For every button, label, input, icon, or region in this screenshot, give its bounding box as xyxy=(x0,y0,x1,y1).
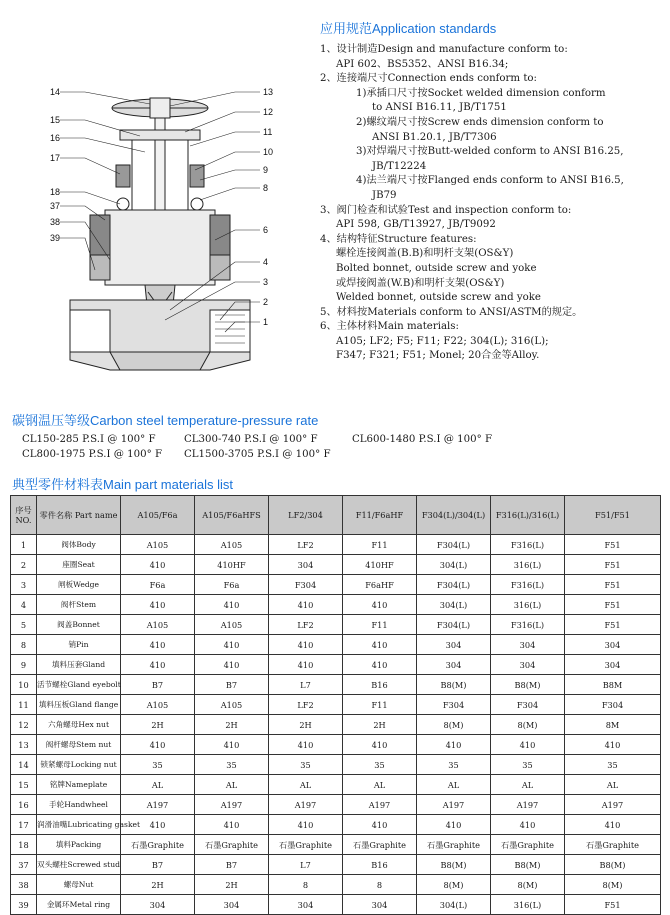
material-cell: 8(M) xyxy=(417,875,491,895)
material-cell: 304 xyxy=(491,635,565,655)
row-number-cell: 13 xyxy=(11,735,37,755)
part-name-cell: 润滑油嘴Lubricating gasket xyxy=(37,815,121,835)
part-name-cell: 销Pin xyxy=(37,635,121,655)
material-cell: 304 xyxy=(417,635,491,655)
material-cell: B8(M) xyxy=(565,855,661,875)
material-cell: 304(L) xyxy=(417,895,491,915)
material-cell: A197 xyxy=(343,795,417,815)
material-cell: 316(L) xyxy=(491,895,565,915)
material-cell: 35 xyxy=(491,755,565,775)
spec-line: A105; LF2; F5; F11; F22; 304(L); 316(L); xyxy=(336,335,549,347)
material-cell: A197 xyxy=(565,795,661,815)
row-number-cell: 39 xyxy=(11,895,37,915)
material-cell: F11 xyxy=(343,615,417,635)
material-cell: 2H xyxy=(195,715,269,735)
spec-line: 2)螺纹端尺寸按Screw ends dimension conform to xyxy=(356,116,604,128)
column-header: 零件名称 Part name xyxy=(37,496,121,535)
spec-line: 2、连接端尺寸Connection ends conform to: xyxy=(320,73,537,85)
row-number-cell: 37 xyxy=(11,855,37,875)
material-cell: F51 xyxy=(565,895,661,915)
material-cell: 石墨Graphite xyxy=(121,835,195,855)
valve-cross-section-drawing xyxy=(10,70,310,390)
row-number-cell: 15 xyxy=(11,775,37,795)
material-cell: F51 xyxy=(565,595,661,615)
material-cell: 410 xyxy=(491,735,565,755)
table-row xyxy=(11,735,661,755)
material-cell: 304 xyxy=(417,655,491,675)
table-header-row xyxy=(11,496,661,535)
material-cell: AL xyxy=(417,775,491,795)
material-cell: A197 xyxy=(195,795,269,815)
material-cell: 410 xyxy=(269,815,343,835)
material-cell: A197 xyxy=(417,795,491,815)
material-cell: 8M xyxy=(565,715,661,735)
table-row xyxy=(11,655,661,675)
part-name-cell: 六角螺母Hex nut xyxy=(37,715,121,735)
material-cell: 8(M) xyxy=(565,875,661,895)
spec-line: JB/T12224 xyxy=(372,160,427,172)
material-cell: F316(L) xyxy=(491,615,565,635)
spec-line: Welded bonnet, outside screw and yoke xyxy=(336,292,541,304)
material-cell: A105 xyxy=(121,615,195,635)
material-cell: 304 xyxy=(195,895,269,915)
row-number-cell: 9 xyxy=(11,655,37,675)
table-row xyxy=(11,535,661,555)
material-cell: 2H xyxy=(269,715,343,735)
material-cell: 石墨Graphite xyxy=(269,835,343,855)
part-name-cell: 螺母Nut xyxy=(37,875,121,895)
spec-line: API 602、BS5352、ANSI B16.34; xyxy=(336,58,509,70)
row-number-cell: 18 xyxy=(11,835,37,855)
material-cell: 410 xyxy=(491,815,565,835)
part-name-cell: 金属环Metal ring xyxy=(37,895,121,915)
material-cell: LF2 xyxy=(269,535,343,555)
material-cell: F11 xyxy=(343,695,417,715)
callout-number: 16 xyxy=(50,133,61,143)
material-cell: 35 xyxy=(269,755,343,775)
callout-number: 39 xyxy=(50,233,61,243)
material-cell: 石墨Graphite xyxy=(195,835,269,855)
row-number-cell: 38 xyxy=(11,875,37,895)
callout-number: 12 xyxy=(263,107,274,117)
material-cell: LF2 xyxy=(269,615,343,635)
material-cell: B8(M) xyxy=(491,855,565,875)
material-cell: B16 xyxy=(343,675,417,695)
material-cell: F6a xyxy=(195,575,269,595)
material-cell: AL xyxy=(195,775,269,795)
material-cell: 304 xyxy=(121,895,195,915)
callout-number: 9 xyxy=(263,165,269,175)
table-row xyxy=(11,715,661,735)
callout-number: 17 xyxy=(50,153,61,163)
material-cell: 410 xyxy=(417,735,491,755)
row-number-cell: 10 xyxy=(11,675,37,695)
spec-line: JB79 xyxy=(372,189,397,201)
spec-line: 螺栓连接阀盖(B.B)和明杆支架(OS&Y) xyxy=(336,248,514,260)
table-row xyxy=(11,615,661,635)
spec-line: 3)对焊端尺寸按Butt-welded conform to ANSI B16.25, xyxy=(356,146,624,158)
table-row xyxy=(11,815,661,835)
callout-number: 18 xyxy=(50,187,61,197)
material-cell: 304 xyxy=(491,655,565,675)
table-row xyxy=(11,555,661,575)
column-header: A105/F6aHFS xyxy=(195,496,269,535)
material-cell: L7 xyxy=(269,855,343,875)
row-number-cell: 12 xyxy=(11,715,37,735)
spec-line: 1)承插口尺寸按Socket welded dimension conform xyxy=(356,87,606,99)
material-cell: 2H xyxy=(343,715,417,735)
material-cell: AL xyxy=(565,775,661,795)
column-header: A105/F6a xyxy=(121,496,195,535)
material-cell: 410 xyxy=(121,595,195,615)
material-cell: A197 xyxy=(121,795,195,815)
material-cell: 410HF xyxy=(195,555,269,575)
material-cell: 410 xyxy=(195,735,269,755)
material-cell: B8(M) xyxy=(491,675,565,695)
callout-number: 6 xyxy=(263,225,269,235)
callout-number: 4 xyxy=(263,257,269,267)
pressure-rate-row xyxy=(22,432,492,447)
spec-line: to ANSI B16.11, JB/T1751 xyxy=(372,102,507,114)
part-name-cell: 座圈Seat xyxy=(37,555,121,575)
table-row xyxy=(11,755,661,775)
material-cell: 304 xyxy=(343,895,417,915)
material-cell: 410 xyxy=(195,595,269,615)
material-cell: 2H xyxy=(121,715,195,735)
material-cell: 石墨Graphite xyxy=(491,835,565,855)
material-cell: 410 xyxy=(195,815,269,835)
material-cell: F51 xyxy=(565,535,661,555)
material-cell: 410 xyxy=(195,655,269,675)
callout-number: 3 xyxy=(263,277,269,287)
spec-line: API 598, GB/T13927, JB/T9092 xyxy=(336,219,496,231)
table-row xyxy=(11,855,661,875)
material-cell: 8(M) xyxy=(491,875,565,895)
material-cell: 410 xyxy=(343,815,417,835)
material-cell: 35 xyxy=(565,755,661,775)
rate-item: CL800-1975 P.S.I @ 100° F xyxy=(22,449,163,460)
callout-number: 2 xyxy=(263,297,269,307)
material-cell: AL xyxy=(269,775,343,795)
material-cell: 410 xyxy=(269,635,343,655)
material-cell: 410 xyxy=(121,655,195,675)
material-cell: A105 xyxy=(195,695,269,715)
material-cell: 304 xyxy=(269,555,343,575)
spec-line: 5、材料按Materials conform to ANSI/ASTM的规定。 xyxy=(320,306,583,318)
part-name-cell: 活节螺栓Gland eyebolt xyxy=(37,675,121,695)
row-number-cell: 17 xyxy=(11,815,37,835)
material-cell: A197 xyxy=(269,795,343,815)
part-name-cell: 手轮Handwheel xyxy=(37,795,121,815)
material-cell: F51 xyxy=(565,555,661,575)
pressure-rate-list xyxy=(22,432,492,462)
column-header: F316(L)/316(L) xyxy=(491,496,565,535)
row-number-cell: 8 xyxy=(11,635,37,655)
row-number-cell: 11 xyxy=(11,695,37,715)
table-row xyxy=(11,675,661,695)
material-cell: F316(L) xyxy=(491,575,565,595)
material-cell: 35 xyxy=(195,755,269,775)
material-cell: 8(M) xyxy=(417,715,491,735)
material-cell: AL xyxy=(343,775,417,795)
material-cell: 410HF xyxy=(343,555,417,575)
material-cell: 316(L) xyxy=(491,555,565,575)
row-number-cell: 16 xyxy=(11,795,37,815)
material-cell: 2H xyxy=(121,875,195,895)
material-cell: 石墨Graphite xyxy=(343,835,417,855)
row-number-cell: 3 xyxy=(11,575,37,595)
material-cell: F51 xyxy=(565,575,661,595)
material-cell: 410 xyxy=(121,555,195,575)
pressure-rate-title: 碳钢温压等级Carbon steel temperature-pressure rate xyxy=(12,413,319,428)
part-name-cell: 填料Packing xyxy=(37,835,121,855)
spec-line: 4、结构特征Structure features: xyxy=(320,233,477,245)
material-cell: F304 xyxy=(565,695,661,715)
part-name-cell: 填料压板Gland flange xyxy=(37,695,121,715)
material-cell: F6aHF xyxy=(343,575,417,595)
callout-number: 15 xyxy=(50,115,61,125)
material-cell: 35 xyxy=(121,755,195,775)
material-cell: A105 xyxy=(121,535,195,555)
material-cell: F304 xyxy=(417,695,491,715)
row-number-cell: 14 xyxy=(11,755,37,775)
row-number-cell: 5 xyxy=(11,615,37,635)
part-name-cell: 铭牌Nameplate xyxy=(37,775,121,795)
material-cell: 316(L) xyxy=(491,595,565,615)
material-cell: 35 xyxy=(417,755,491,775)
material-cell: B8M xyxy=(565,675,661,695)
material-cell: F304 xyxy=(269,575,343,595)
material-cell: B7 xyxy=(121,855,195,875)
callout-number: 11 xyxy=(263,127,273,137)
material-cell: B16 xyxy=(343,855,417,875)
callout-number: 1 xyxy=(263,317,269,327)
spec-line: 1、设计制造Design and manufacture conform to: xyxy=(320,44,568,55)
part-name-cell: 阀杆Stem xyxy=(37,595,121,615)
material-cell: 2H xyxy=(195,875,269,895)
material-cell: 410 xyxy=(343,655,417,675)
part-name-cell: 填料压套Gland xyxy=(37,655,121,675)
material-cell: A105 xyxy=(195,535,269,555)
spec-line: 6、主体材料Main materials: xyxy=(320,321,459,333)
material-cell: 410 xyxy=(343,595,417,615)
material-cell: 410 xyxy=(269,735,343,755)
rate-item: CL300-740 P.S.I @ 100° F xyxy=(184,434,318,445)
material-cell: 304 xyxy=(565,655,661,675)
material-cell: 410 xyxy=(121,815,195,835)
callout-number: 13 xyxy=(263,87,274,97)
spec-list xyxy=(320,43,665,364)
material-cell: 410 xyxy=(195,635,269,655)
material-cell: 410 xyxy=(343,735,417,755)
material-cell: 410 xyxy=(121,735,195,755)
table-body xyxy=(11,535,661,915)
material-cell: 304 xyxy=(565,635,661,655)
material-cell: 410 xyxy=(343,635,417,655)
material-cell: 35 xyxy=(343,755,417,775)
material-cell: F316(L) xyxy=(491,535,565,555)
part-name-cell: 锁紧螺母Locking nut xyxy=(37,755,121,775)
material-cell: F304(L) xyxy=(417,575,491,595)
part-name-cell: 双头螺柱Screwed stud xyxy=(37,855,121,875)
material-cell: F6a xyxy=(121,575,195,595)
part-name-cell: 阀体Body xyxy=(37,535,121,555)
table-row xyxy=(11,695,661,715)
material-cell: 410 xyxy=(417,815,491,835)
column-header: LF2/304 xyxy=(269,496,343,535)
material-cell: 410 xyxy=(121,635,195,655)
material-cell: 410 xyxy=(565,815,661,835)
spec-line: Bolted bonnet, outside screw and yoke xyxy=(336,262,537,274)
material-cell: F304(L) xyxy=(417,615,491,635)
callout-number: 10 xyxy=(263,147,274,157)
callout-number: 14 xyxy=(50,87,61,97)
row-number-cell: 4 xyxy=(11,595,37,615)
table-row xyxy=(11,595,661,615)
material-cell: AL xyxy=(121,775,195,795)
table-row xyxy=(11,875,661,895)
material-cell: B8(M) xyxy=(417,675,491,695)
material-cell: 8(M) xyxy=(491,715,565,735)
material-cell: F304(L) xyxy=(417,535,491,555)
table-row xyxy=(11,575,661,595)
material-cell: F304 xyxy=(491,695,565,715)
material-cell: L7 xyxy=(269,675,343,695)
material-cell: A197 xyxy=(491,795,565,815)
material-cell: AL xyxy=(491,775,565,795)
column-header: F51/F51 xyxy=(565,496,661,535)
pressure-rate-row xyxy=(22,447,492,462)
part-name-cell: 阀杆螺母Stem nut xyxy=(37,735,121,755)
spec-title: 应用规范Application standards xyxy=(320,21,497,36)
column-header: 序号 NO. xyxy=(11,496,37,535)
material-cell: 410 xyxy=(269,655,343,675)
rate-item: CL1500-3705 P.S.I @ 100° F xyxy=(184,449,331,460)
material-cell: 8 xyxy=(269,875,343,895)
material-cell: 8 xyxy=(343,875,417,895)
material-cell: 410 xyxy=(269,595,343,615)
material-cell: F51 xyxy=(565,615,661,635)
table-row xyxy=(11,775,661,795)
spec-line: F347; F321; F51; Monel; 20合金等Alloy. xyxy=(336,350,540,362)
material-cell: B7 xyxy=(121,675,195,695)
table-row xyxy=(11,895,661,915)
material-cell: 石墨Graphite xyxy=(417,835,491,855)
callout-number: 37 xyxy=(50,201,61,211)
rate-item: CL150-285 P.S.I @ 100° F xyxy=(22,434,156,445)
materials-title: 典型零件材料表Main part materials list xyxy=(12,477,234,492)
callout-number: 8 xyxy=(263,183,269,193)
table-row xyxy=(11,795,661,815)
part-name-cell: 阀盖Bonnet xyxy=(37,615,121,635)
column-header: F11/F6aHF xyxy=(343,496,417,535)
material-cell: 304(L) xyxy=(417,555,491,575)
spec-line: 3、阀门检查和试验Test and inspection conform to: xyxy=(320,204,572,216)
material-cell: 石墨Graphite xyxy=(565,835,661,855)
column-header: F304(L)/304(L) xyxy=(417,496,491,535)
spec-line: 或焊接阀盖(W.B)和明杆支架(OS&Y) xyxy=(336,277,505,289)
material-cell: A105 xyxy=(121,695,195,715)
part-name-cell: 闸板Wedge xyxy=(37,575,121,595)
materials-table xyxy=(10,495,661,915)
material-cell: B7 xyxy=(195,675,269,695)
material-cell: 410 xyxy=(565,735,661,755)
material-cell: F11 xyxy=(343,535,417,555)
table-row xyxy=(11,635,661,655)
material-cell: B7 xyxy=(195,855,269,875)
material-cell: B8(M) xyxy=(417,855,491,875)
material-cell: 304(L) xyxy=(417,595,491,615)
row-number-cell: 2 xyxy=(11,555,37,575)
application-standards-section xyxy=(320,18,665,364)
material-cell: A105 xyxy=(195,615,269,635)
row-number-cell: 1 xyxy=(11,535,37,555)
material-cell: 304 xyxy=(269,895,343,915)
callout-number: 38 xyxy=(50,217,61,227)
spec-line: ANSI B1.20.1, JB/T7306 xyxy=(372,131,497,143)
spec-line: 4)法兰端尺寸按Flanged ends conform to ANSI B16.5, xyxy=(356,175,624,187)
table-row xyxy=(11,835,661,855)
material-cell: LF2 xyxy=(269,695,343,715)
rate-item: CL600-1480 P.S.I @ 100° F xyxy=(352,434,493,445)
